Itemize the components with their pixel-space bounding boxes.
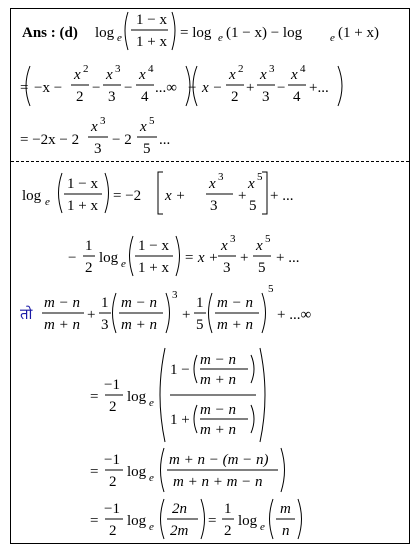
eq-sign: =	[208, 513, 217, 529]
exponent: 3	[172, 289, 178, 301]
exponent: 5	[268, 283, 274, 295]
fraction-numerator: 2n	[172, 501, 187, 517]
exponent: 3	[115, 63, 121, 75]
answer-label: Ans : (d)	[22, 25, 78, 41]
fraction-numerator: m − n	[121, 295, 157, 311]
numerator-x: x	[140, 119, 147, 135]
one-plus: 1 +	[170, 412, 190, 428]
fraction-numerator: m + n − (m − n)	[169, 452, 269, 468]
denominator: 4	[141, 89, 149, 105]
fraction-denominator: m + n	[217, 317, 253, 333]
exponent: 3	[218, 171, 224, 183]
denominator: 3	[108, 89, 116, 105]
fraction-denominator: n	[282, 523, 290, 539]
rhs-term-a: (1 − x) − log	[226, 25, 303, 41]
fraction-denominator: 1 + x	[138, 260, 169, 276]
log-text: log	[238, 513, 258, 529]
fraction-numerator: 1 − x	[138, 238, 169, 254]
eq-sign: =	[90, 464, 99, 480]
log-text: log	[127, 513, 147, 529]
denominator: 3	[262, 89, 270, 105]
log-text: log	[22, 188, 42, 204]
exponent: 2	[83, 63, 89, 75]
numerator-x: x	[209, 176, 216, 192]
denominator: 2	[224, 523, 232, 539]
series-tail: +...	[309, 80, 329, 96]
operator: +	[87, 307, 96, 323]
equals-minus-two: = −2	[113, 188, 142, 204]
denominator: 5	[258, 260, 266, 276]
series-term: = x +	[184, 250, 219, 266]
fraction-denominator: m + n	[44, 317, 80, 333]
series-tail: ...∞	[155, 80, 177, 96]
expansion-term: −x −	[34, 80, 63, 96]
rhs-term-b: (1 + x)	[338, 25, 379, 41]
log-base: e	[121, 258, 126, 270]
log-text: log	[127, 389, 147, 405]
numerator-x: x	[229, 67, 236, 83]
log-base: e	[149, 397, 154, 409]
fraction-numerator: 1 − x	[67, 176, 98, 192]
numerator-x: x	[74, 67, 81, 83]
fraction-numerator: m − n	[200, 352, 236, 368]
eq-sign: =	[90, 389, 99, 405]
exponent: 4	[148, 63, 154, 75]
numerator-x: x	[291, 67, 298, 83]
fraction-denominator: m + n	[121, 317, 157, 333]
fraction-numerator: m − n	[44, 295, 80, 311]
numerator-x: x	[139, 67, 146, 83]
operator: − 2	[112, 132, 132, 148]
eq-sign: =	[20, 80, 29, 96]
fraction-numerator: m	[280, 501, 291, 517]
numerator: 1	[196, 295, 204, 311]
numerator: −1	[104, 452, 120, 468]
numerator: 1	[224, 501, 232, 517]
denominator: 5	[249, 198, 257, 214]
denominator: 2	[231, 89, 239, 105]
numerator-x: x	[91, 119, 98, 135]
fraction-denominator: m + n + m − n	[173, 474, 263, 490]
log-base: e	[260, 521, 265, 533]
log-base: e	[149, 521, 154, 533]
series-tail: + ...∞	[277, 307, 312, 323]
log-base: e	[117, 32, 122, 44]
denominator: 5	[143, 141, 151, 157]
fraction-numerator: m − n	[217, 295, 253, 311]
exponent: 3	[100, 115, 106, 127]
denominator: 4	[293, 89, 301, 105]
log-text: log	[99, 250, 119, 266]
operator: −	[68, 250, 77, 266]
fraction-denominator: 2m	[170, 523, 189, 539]
operator: −	[124, 80, 133, 96]
fraction-denominator: m + n	[200, 372, 236, 388]
exponent: 5	[265, 233, 271, 245]
eq-sign: =	[90, 513, 99, 529]
fraction-denominator: 1 + x	[136, 34, 167, 50]
log-base: e	[149, 472, 154, 484]
numerator: −1	[104, 501, 120, 517]
exponent: 5	[149, 115, 155, 127]
exponent: 3	[230, 233, 236, 245]
operator: −	[92, 80, 101, 96]
exponent: 3	[269, 63, 275, 75]
log-base: e	[218, 32, 223, 44]
one-minus: 1 −	[170, 362, 190, 378]
numerator-x: x	[221, 238, 228, 254]
operator: +	[246, 80, 255, 96]
exponent: 5	[257, 171, 263, 183]
denominator: 3	[223, 260, 231, 276]
log-base: e	[330, 32, 335, 44]
denominator: 2	[109, 474, 117, 490]
log-base: e	[45, 196, 50, 208]
fraction-numerator: 1 − x	[136, 12, 167, 28]
series-tail: ...	[159, 132, 171, 148]
operator: −	[277, 80, 286, 96]
series-tail: + ...	[276, 250, 300, 266]
numerator-x: x	[248, 176, 255, 192]
numerator-x: x	[256, 238, 263, 254]
hindi-then: तो	[20, 307, 33, 323]
denominator: 3	[210, 198, 218, 214]
denominator: 5	[196, 317, 204, 333]
log-text: log	[95, 25, 115, 41]
exponent: 4	[300, 63, 306, 75]
operator: −	[188, 80, 197, 96]
simplified-expression: = −2x − 2	[20, 132, 80, 148]
denominator: 2	[76, 89, 84, 105]
numerator: 1	[85, 238, 93, 254]
expansion-term: x −	[202, 80, 223, 96]
denominator: 2	[109, 523, 117, 539]
numerator: −1	[104, 377, 120, 393]
exponent: 2	[238, 63, 244, 75]
series-term: x +	[165, 188, 186, 204]
numerator-x: x	[106, 67, 113, 83]
operator: +	[238, 188, 247, 204]
fraction-numerator: m − n	[200, 402, 236, 418]
operator: +	[182, 307, 191, 323]
numerator-x: x	[260, 67, 267, 83]
denominator: 2	[109, 399, 117, 415]
fraction-denominator: 1 + x	[67, 198, 98, 214]
fraction-denominator: m + n	[200, 422, 236, 438]
numerator: 1	[101, 295, 109, 311]
operator: +	[240, 250, 249, 266]
log-text: log	[127, 464, 147, 480]
rhs-log-text: = log	[180, 25, 212, 41]
denominator: 3	[94, 141, 102, 157]
denominator: 2	[85, 260, 93, 276]
series-tail: + ...	[270, 188, 294, 204]
denominator: 3	[101, 317, 109, 333]
